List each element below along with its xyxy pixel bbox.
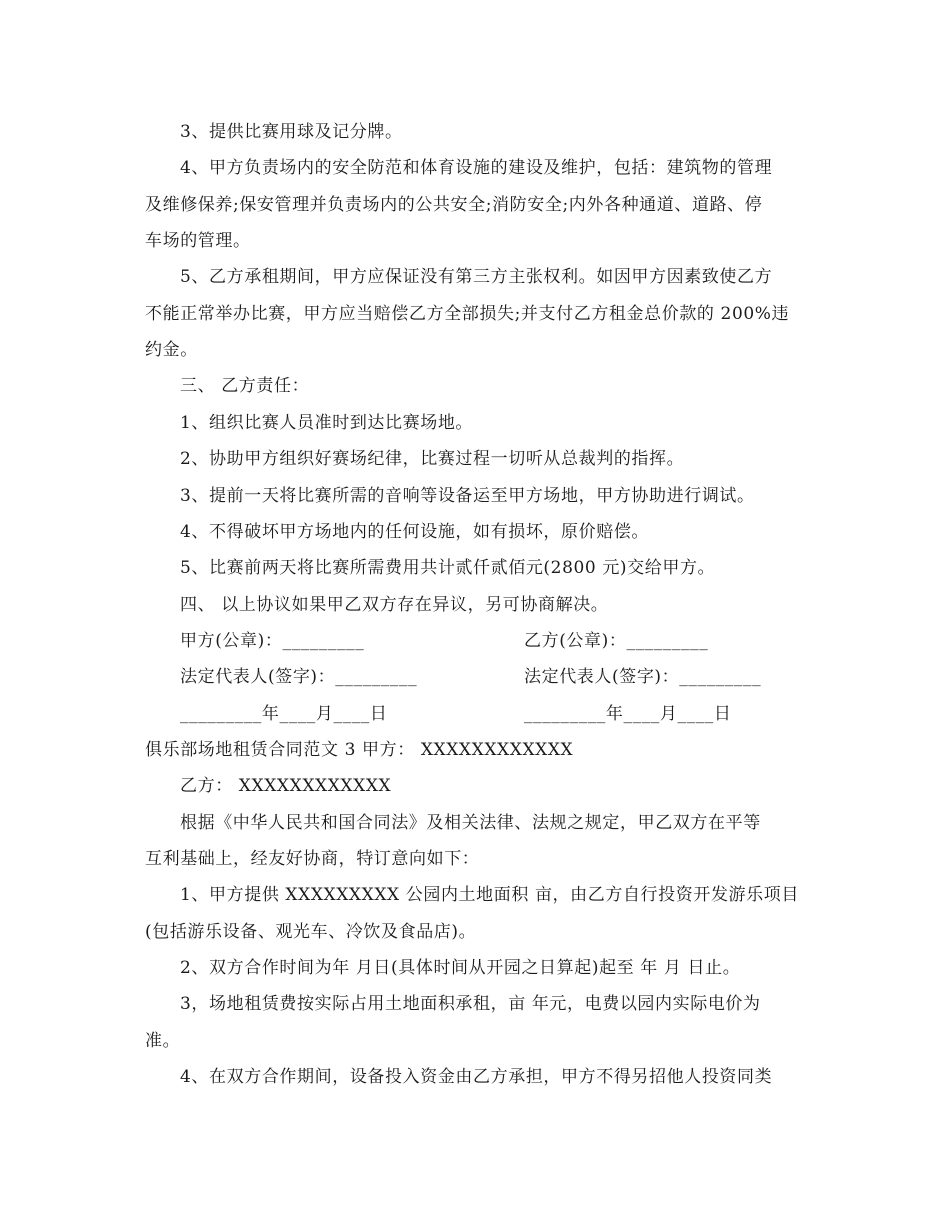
party-b-date: _________年____月____日 bbox=[524, 704, 732, 724]
contract-3-clause-3-line-2: 准。 bbox=[145, 1031, 181, 1051]
party-a-item-4-line-3: 车场的管理。 bbox=[145, 231, 251, 251]
party-a-item-4-line-2: 及维修保养;保安管理并负责场内的公共安全;消防安全;内外各种通道、道路、停 bbox=[145, 195, 763, 215]
contract-3-title: 俱乐部场地租赁合同范文 3 甲方： XXXXXXXXXXXX bbox=[145, 740, 574, 760]
party-b-item-4: 4、不得破坏甲方场地内的任何设施，如有损坏，原价赔偿。 bbox=[180, 522, 650, 542]
party-a-date: _________年____月____日 bbox=[180, 704, 388, 724]
party-b-item-3: 3、提前一天将比赛所需的音响等设备运至甲方场地，甲方协助进行调试。 bbox=[180, 486, 755, 506]
party-a-item-5-line-3: 约金。 bbox=[145, 340, 198, 360]
contract-3-party-b: 乙方： XXXXXXXXXXXX bbox=[180, 776, 392, 796]
contract-3-clause-4: 4、在双方合作期间，设备投入资金由乙方承担，甲方不得另招他人投资同类 bbox=[180, 1067, 773, 1087]
contract-3-clause-3-line-1: 3，场地租赁费按实际占用土地面积承租，亩 年元，电费以园内实际电价为 bbox=[180, 994, 761, 1014]
party-a-item-5-line-2: 不能正常举办比赛，甲方应当赔偿乙方全部损失;并支付乙方租金总价款的 200%违 bbox=[145, 304, 790, 324]
party-a-seal: 甲方(公章)：_________ bbox=[180, 631, 365, 651]
party-b-representative: 法定代表人(签字)：_________ bbox=[524, 667, 762, 687]
party-a-item-3: 3、提供比赛用球及记分牌。 bbox=[180, 122, 403, 142]
party-a-item-4-line-1: 4、甲方负责场内的安全防范和体育设施的建设及维护，包括：建筑物的管理 bbox=[180, 158, 773, 178]
section-4: 四、 以上协议如果甲乙双方存在异议，另可协商解决。 bbox=[180, 595, 609, 615]
party-b-seal: 乙方(公章)：_________ bbox=[524, 631, 709, 651]
contract-3-clause-2: 2、双方合作时间为年 月日(具体时间从开园之日算起)起至 年 月 日止。 bbox=[180, 958, 741, 978]
contract-3-intro-line-2: 互利基础上，经友好协商，特订意向如下： bbox=[145, 849, 480, 869]
party-b-item-1: 1、组织比赛人员准时到达比赛场地。 bbox=[180, 413, 474, 433]
party-b-heading: 三、 乙方责任： bbox=[180, 376, 310, 396]
contract-3-intro-line-1: 根据《中华人民共和国合同法》及相关法律、法规之规定，甲乙双方在平等 bbox=[180, 813, 761, 833]
contract-3-clause-1-line-2: (包括游乐设备、观光车、冷饮及食品店)。 bbox=[145, 922, 477, 942]
contract-3-clause-1-line-1: 1、甲方提供 XXXXXXXXX 公园内土地面积 亩，由乙方自行投资开发游乐项目 bbox=[180, 885, 799, 905]
party-b-item-5: 5、比赛前两天将比赛所需费用共计贰仟贰佰元(2800 元)交给甲方。 bbox=[180, 558, 716, 578]
party-a-item-5-line-1: 5、乙方承租期间，甲方应保证没有第三方主张权利。如因甲方因素致使乙方 bbox=[180, 267, 773, 287]
party-b-item-2: 2、协助甲方组织好赛场纪律，比赛过程一切听从总裁判的指挥。 bbox=[180, 449, 685, 469]
party-a-representative: 法定代表人(签字)：_________ bbox=[180, 667, 418, 687]
